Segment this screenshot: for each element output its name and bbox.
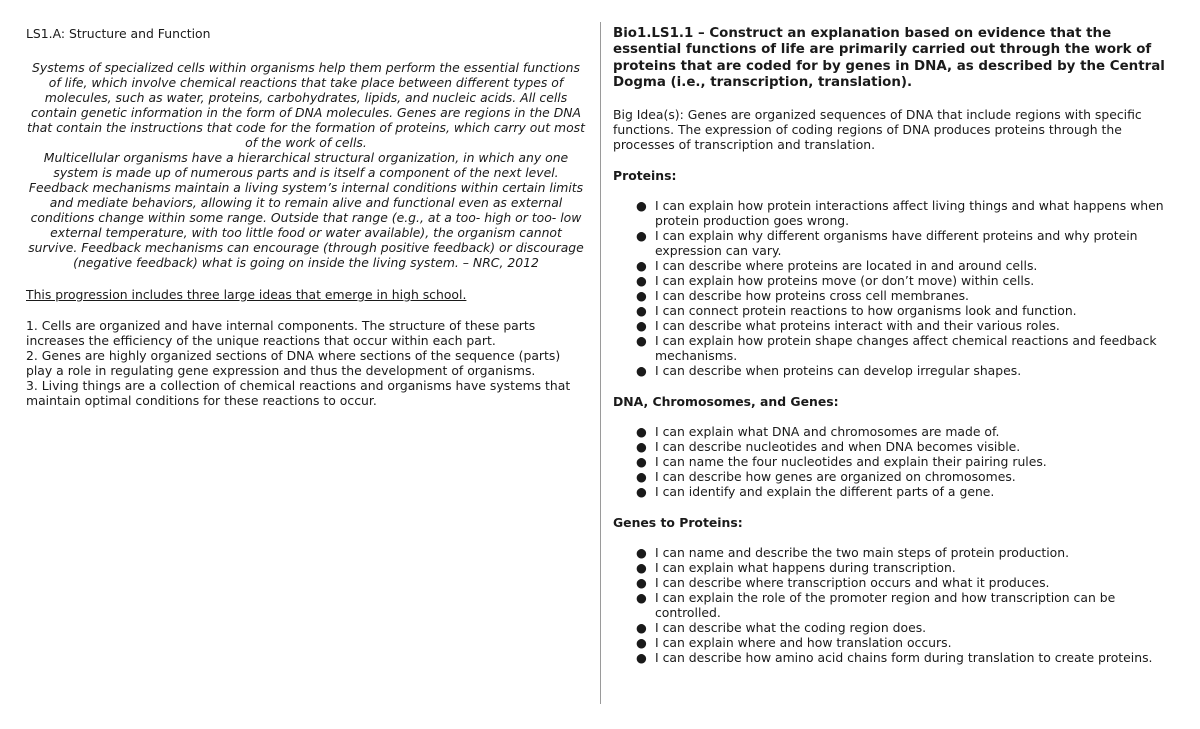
bullet-icon: ● [636,303,647,319]
bullet-icon: ● [636,575,647,591]
can-statement [613,258,1183,273]
bullet-icon: ● [636,650,647,666]
can-statement [613,198,1183,228]
quote-paragraph: Multicellular organisms have a hierarchical structural organization, in which any one system is made up of numerous parts and is itself a component of the next level. Feedback mechanisms maintain a living system’s internal conditions within certain limits and mediate behaviors, allowing it to remain alive and functional even as external conditions change within some range. Outside that range (e.g., at a too- high or too- low external temperature, with too little food or water available), the organism cannot survive. Feedback mechanisms can encourage (through positive feedback) or discourage (negative feedback) what is going on inside the living system. – NRC, 2012 [28,150,584,270]
strand-title: LS1.A: Structure and Function [26,26,211,41]
can-statement [613,318,1183,333]
can-statement [613,303,1183,318]
can-statement-text: I can describe when proteins can develop irregular shapes. [655,363,1022,379]
can-statement-text: I can describe nucleotides and when DNA becomes visible. [655,439,1021,455]
can-statement-text: I can describe what the coding region does. [655,620,927,636]
can-statement-text: I can describe how amino acid chains form during translation to create proteins. [655,650,1153,666]
can-statement-text: I can explain what DNA and chromosomes are made of. [655,424,1000,440]
can-statement [613,363,1183,378]
bullet-icon: ● [636,454,647,470]
can-statement-text: I can explain what happens during transcription. [655,560,956,576]
can-statement-text: I can explain why different organisms have different proteins and why protein expression can vary. [655,228,1138,259]
can-statement [613,484,1183,499]
nrc-quote [26,60,586,270]
can-statement-text: I can connect protein reactions to how organisms look and function. [655,303,1077,319]
can-statement-text: I can explain the role of the promoter region and how transcription can be controlled. [655,590,1116,621]
bullet-icon: ● [636,228,647,244]
can-statement-text: I can describe what proteins interact with and their various roles. [655,318,1060,334]
section-title-genes-to-proteins: Genes to Proteins: [613,515,743,531]
can-statement [613,635,1183,650]
column-divider [600,22,601,704]
can-statement [613,620,1183,635]
section-title-proteins: Proteins: [613,168,677,184]
bullet-icon: ● [636,590,647,606]
can-statement [613,333,1183,363]
can-statement-text: I can explain how proteins move (or don’t move) within cells. [655,273,1035,289]
bullet-icon: ● [636,469,647,485]
bullet-icon: ● [636,333,647,349]
bullet-icon: ● [636,560,647,576]
section-title-dna: DNA, Chromosomes, and Genes: [613,394,839,410]
standard-title: Bio1.LS1.1 – Construct an explanation based on evidence that the essential functions of life are primarily carried out through the work of proteins that are coded for by genes in DNA, as described by the Central Dogma (i.e., transcription, translation). [613,26,1165,90]
can-statement [613,439,1183,454]
bullet-icon: ● [636,620,647,636]
bullet-icon: ● [636,635,647,651]
big-idea-item: 1. Cells are organized and have internal components. The structure of these parts increases the efficiency of the unique reactions that occur within each part. [26,318,536,348]
bullet-icon: ● [636,318,647,334]
big-idea-text: Big Idea(s): Genes are organized sequences of DNA that include regions with specific functions. The expression of coding regions of DNA produces proteins through the processes of transcription and translation. [613,107,1142,153]
can-statement-text: I can explain how protein shape changes affect chemical reactions and feedback mechanisms. [655,333,1157,364]
bullet-icon: ● [636,273,647,289]
can-statement-text: I can identify and explain the different parts of a gene. [655,484,995,500]
dna-list [613,424,1183,499]
can-statement-text: I can explain where and how translation occurs. [655,635,952,651]
can-statement [613,575,1183,590]
can-statement-text: I can describe how proteins cross cell membranes. [655,288,969,304]
proteins-list [613,198,1183,378]
big-ideas-list [26,318,586,408]
can-statement [613,228,1183,258]
can-statement [613,454,1183,469]
genes-to-proteins-list [613,545,1183,665]
can-statement-text: I can name and describe the two main steps of protein production. [655,545,1070,561]
can-statement [613,590,1183,620]
bullet-icon: ● [636,198,647,214]
right-column [613,26,1183,665]
bullet-icon: ● [636,288,647,304]
can-statement [613,560,1183,575]
bullet-icon: ● [636,484,647,500]
can-statement-text: I can describe where transcription occurs and what it produces. [655,575,1050,591]
can-statement-text: I can name the four nucleotides and explain their pairing rules. [655,454,1047,470]
can-statement [613,469,1183,484]
can-statement-text: I can explain how protein interactions affect living things and what happens when protein production goes wrong. [655,198,1164,229]
bullet-icon: ● [636,439,647,455]
can-statement-text: I can describe how genes are organized on chromosomes. [655,469,1016,485]
big-idea-item: 3. Living things are a collection of chemical reactions and organisms have systems that maintain optimal conditions for these reactions to occur. [26,378,571,408]
bullet-icon: ● [636,545,647,561]
quote-paragraph: Systems of specialized cells within organisms help them perform the essential functions of life, which involve chemical reactions that take place between different types of molecules, such as water, proteins, carbohydrates, lipids, and nucleic acids. All cells contain genetic information in the form of DNA molecules. Genes are regions in the DNA that contain the instructions that code for the formation of proteins, which carry out most of the work of cells. [27,60,585,150]
can-statement [613,424,1183,439]
can-statement [613,288,1183,303]
can-statement [613,545,1183,560]
can-statement [613,273,1183,288]
can-statement-text: I can describe where proteins are located in and around cells. [655,258,1038,274]
bullet-icon: ● [636,363,647,379]
bullet-icon: ● [636,258,647,274]
left-column [26,26,586,408]
bullet-icon: ● [636,424,647,440]
big-idea-item: 2. Genes are highly organized sections of DNA where sections of the sequence (parts) play a role in regulating gene expression and thus the development of organisms. [26,348,561,378]
progression-heading: This progression includes three large ideas that emerge in high school. [26,287,467,302]
can-statement [613,650,1183,665]
